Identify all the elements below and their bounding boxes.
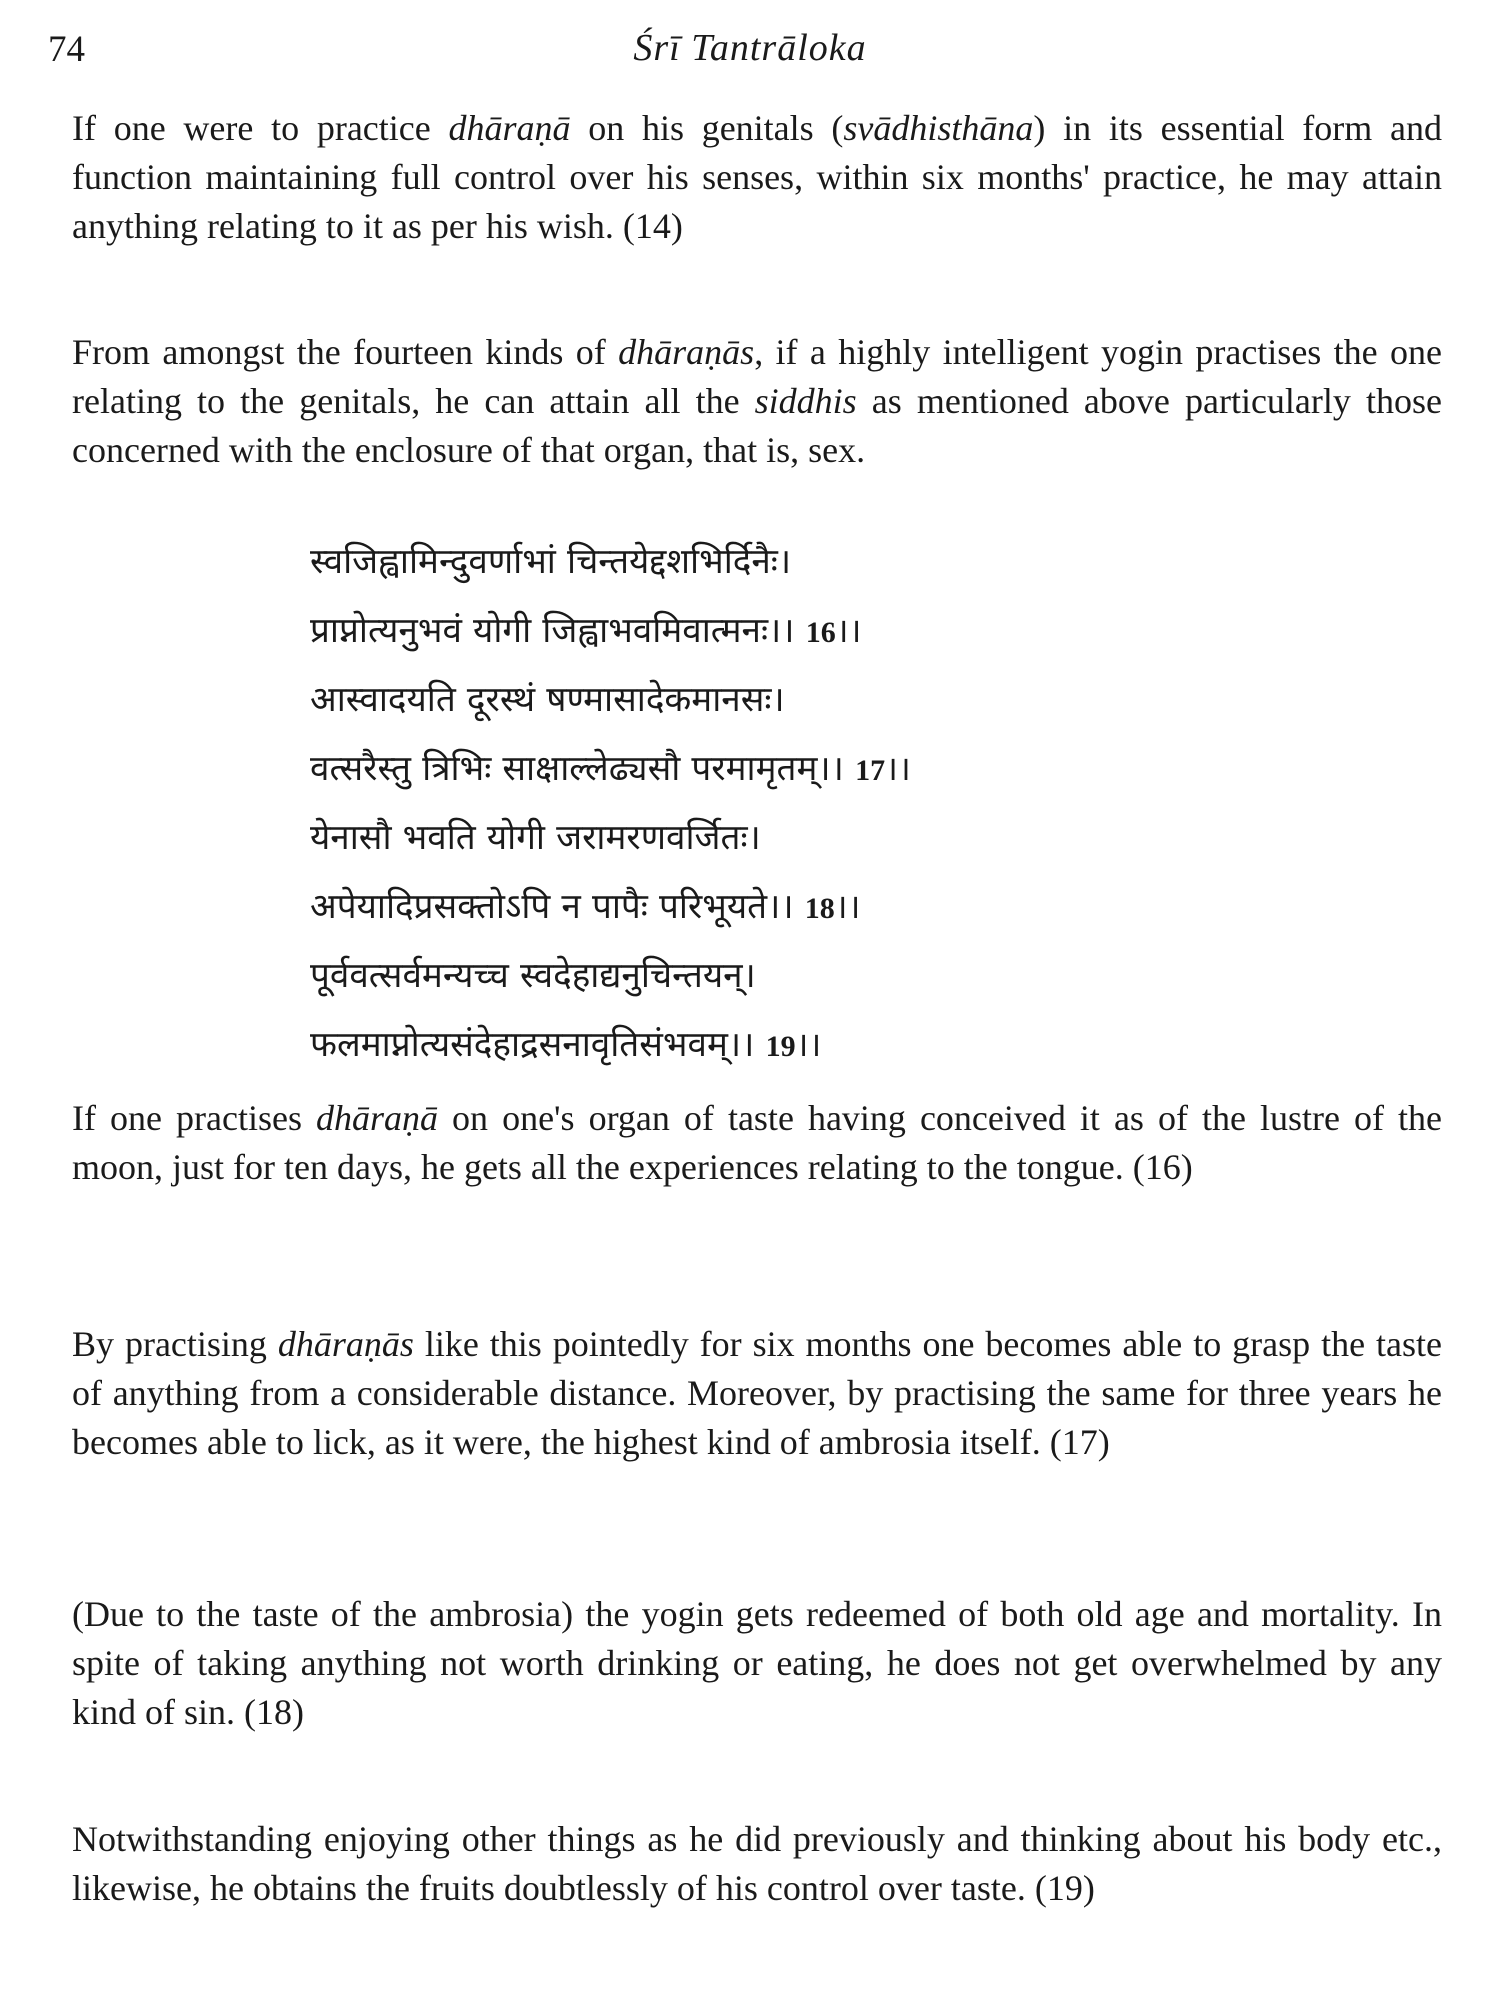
- verse-line: [310, 1011, 1210, 1080]
- verse-line: [310, 804, 1210, 873]
- text-run: If one were to practice: [72, 108, 449, 148]
- term-italic: siddhis: [754, 381, 857, 421]
- verse-number: 19: [765, 1030, 796, 1063]
- text-run: (Due to the taste of the ambrosia) the yogin gets redeemed of both old age and mortality. In spite of taking anything not worth drinking or eating, he does not get overwhelmed by any kind of sin. (18): [72, 1594, 1442, 1732]
- text-run: From amongst the fourteen kinds of: [72, 332, 619, 372]
- text-run: By practising: [72, 1324, 278, 1364]
- verse-text: प्राप्नोत्यनुभवं योगी जिह्वाभवमिवात्मनः।।: [310, 611, 795, 651]
- verse-line: [310, 597, 1210, 666]
- verse-number: 17: [855, 754, 886, 787]
- verse-line: [310, 666, 1210, 735]
- paragraph-15: [72, 328, 1442, 475]
- term-italic: dhāraṇā: [316, 1098, 439, 1138]
- verse-line: [310, 528, 1210, 597]
- page-number: 74: [48, 29, 85, 70]
- verse-danda: ।।: [795, 1027, 822, 1064]
- text-run: Notwithstanding enjoying other things as he did previously and thinking about his body etc., likewise, he obtains the fruits doubtlessly of his control over taste. (19): [72, 1819, 1442, 1908]
- text-run: , if a highly intelligent yogin practises the one relating to the genitals, he can attain all the: [72, 332, 1443, 421]
- verse-text: पूर्ववत्सर्वमन्यच्च स्वदेहाद्यनुचिन्तयन्।: [310, 956, 756, 996]
- verse-line: [310, 735, 1210, 804]
- verse-text: स्वजिह्वामिन्दुवर्णाभां चिन्तयेद्दशभिर्दिनैः।: [310, 542, 792, 582]
- verse-text: अपेयादिप्रसक्तोऽपि न पापैः परिभूयते।।: [310, 887, 794, 927]
- page-header: [0, 22, 1500, 82]
- text-run: like this pointedly for six months one becomes able to grasp the taste of anything from a considerable distance. Moreover, by practising the same for three years he becomes able to lick, as it were, the highest kind of ambrosia itself. (17): [72, 1324, 1442, 1462]
- term-italic: svādhisthāna: [843, 108, 1034, 148]
- verse-number: 16: [805, 616, 836, 649]
- term-italic: dhāraṇās: [618, 332, 755, 372]
- paragraph-17: [72, 1320, 1442, 1467]
- verse-line: [310, 942, 1210, 1011]
- paragraph-19: [72, 1815, 1442, 1913]
- text-run: If one practises: [72, 1098, 316, 1138]
- verse-text: फलमाप्नोत्यसंदेहाद्रसनावृतिसंभवम्।।: [310, 1025, 755, 1065]
- verse-text: वत्सरैस्तु त्रिभिः साक्षाल्लेढ्यसौ परमामृतम्।।: [310, 749, 844, 789]
- term-italic: dhāraṇā: [448, 108, 571, 148]
- verse-text: येनासौ भवति योगी जरामरणवर्जितः।: [310, 818, 761, 858]
- sanskrit-verses: [310, 528, 1210, 1080]
- text-run: on his genitals (: [570, 108, 844, 148]
- paragraph-14: [72, 104, 1442, 251]
- paragraph-16: [72, 1094, 1442, 1192]
- text-run: ) in its essential form and function maintaining full control over his senses, within six months' practice, he may attain anything relating to it as per his wish. (14): [72, 108, 1442, 246]
- paragraph-18: [72, 1590, 1442, 1737]
- text-run: on one's organ of taste having conceived it as of the lustre of the moon, just for ten days, he gets all the experiences relating to the tongue. (16): [72, 1098, 1442, 1187]
- verse-danda: ।।: [885, 751, 911, 788]
- running-title: Śrī Tantrāloka: [633, 27, 867, 69]
- verse-danda: ।।: [834, 889, 861, 926]
- verse-text: आस्वादयति दूरस्थं षण्मासादेकमानसः।: [310, 680, 785, 720]
- verse-danda: ।।: [835, 613, 862, 650]
- text-run: as mentioned above particularly those concerned with the enclosure of that organ, that is, sex.: [72, 381, 1442, 470]
- verse-line: [310, 873, 1210, 942]
- verse-number: 18: [804, 892, 835, 925]
- term-italic: dhāraṇās: [277, 1324, 414, 1364]
